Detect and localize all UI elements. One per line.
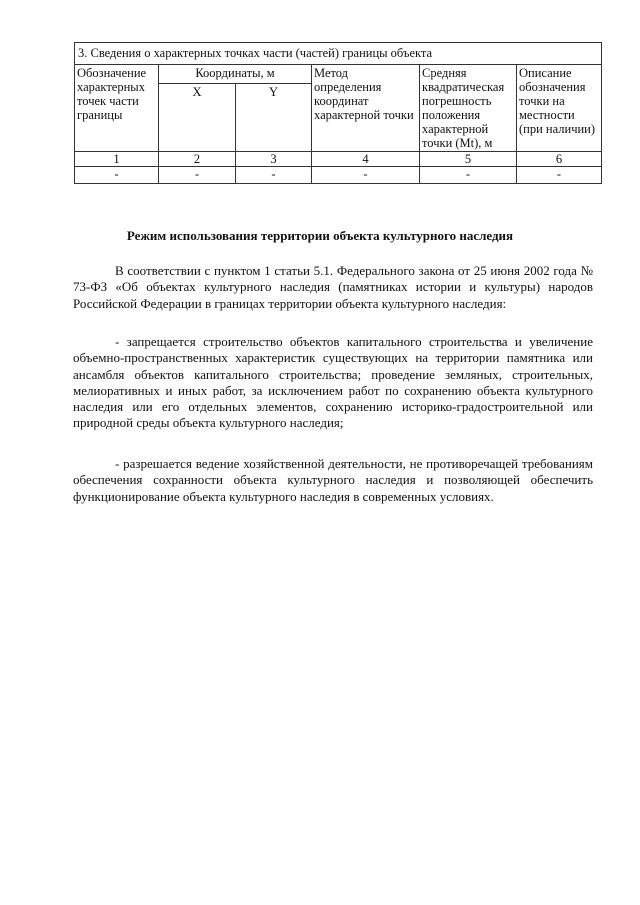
permission-paragraph: - разрешается ведение хозяйственной деятельности, не противоречащей требованиям обеспечения сохранности объекта культурного наследия и позволяющей обеспечить функционирование объекта культурного наследия в современных условиях. xyxy=(73,456,593,504)
header-designation: Обозначение характерных точек части границы xyxy=(75,65,159,152)
table-cell: - xyxy=(75,167,159,184)
header-x: X xyxy=(159,84,236,152)
boundary-points-table xyxy=(74,42,602,184)
column-number: 1 xyxy=(75,152,159,167)
prohibition-paragraph: - запрещается строительство объектов капитального строительства и увеличение объемно-пространственных характеристик существующих на территории памятника или ансамбля объектов капитального строительства; проведение земляных, строительных, мелиоративных и иных работ, за исключением работ по сохранению объекта культурного наследия или его отдельных элементов, сохранению историко-градостроительной или природной среды объекта культурного наследия; xyxy=(73,334,593,431)
table-caption: 3. Сведения о характерных точках части (частей) границы объекта xyxy=(75,43,602,65)
table-cell: - xyxy=(312,167,420,184)
header-coordinates: Координаты, м xyxy=(159,65,312,84)
column-number: 5 xyxy=(420,152,517,167)
intro-paragraph-block xyxy=(73,263,593,312)
header-method: Метод определения координат характерной точки xyxy=(312,65,420,152)
prohibition-paragraph-block xyxy=(73,334,593,432)
permission-paragraph-block xyxy=(73,456,593,505)
table-row xyxy=(75,167,602,184)
column-number: 2 xyxy=(159,152,236,167)
section-title: Режим использования территории объекта культурного наследия xyxy=(126,228,514,243)
header-y: Y xyxy=(236,84,312,152)
header-description: Описание обозначения точки на местности (при наличии) xyxy=(517,65,602,152)
table-cell: - xyxy=(517,167,602,184)
intro-paragraph: В соответствии с пунктом 1 статьи 5.1. Федерального закона от 25 июня 2002 года № 73-ФЗ «Об объектах культурного наследия (памятниках истории и культуры) народов Российской Федерации в границах территории объекта культурного наследия: xyxy=(73,263,593,311)
table-cell: - xyxy=(236,167,312,184)
column-number: 4 xyxy=(312,152,420,167)
column-numbers-row xyxy=(75,152,602,167)
column-number: 3 xyxy=(236,152,312,167)
column-number: 6 xyxy=(517,152,602,167)
table-cell: - xyxy=(159,167,236,184)
header-error: Средняя квадратическая погрешность положения характерной точки (Mt), м xyxy=(420,65,517,152)
table-cell: - xyxy=(420,167,517,184)
